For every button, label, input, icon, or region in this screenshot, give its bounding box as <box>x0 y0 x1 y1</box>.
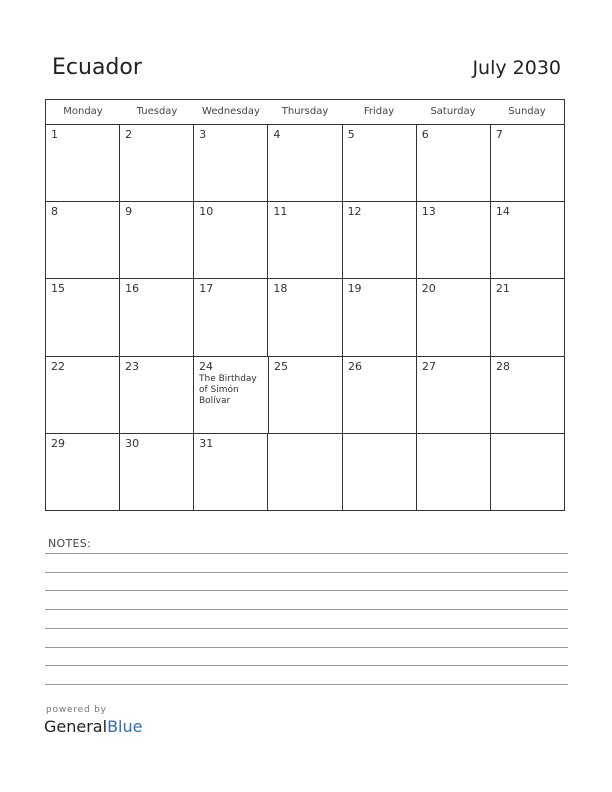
brand-general-text: General <box>44 717 108 736</box>
country-title: Ecuador <box>52 55 142 80</box>
day-cell <box>417 357 491 433</box>
week-row <box>46 279 564 356</box>
day-number: 1 <box>51 128 58 141</box>
day-cell <box>491 434 564 511</box>
day-cell <box>194 202 268 278</box>
brand-blue-text: Blue <box>107 717 143 736</box>
calendar-grid <box>45 99 565 511</box>
day-number: 9 <box>125 205 133 219</box>
day-cell <box>46 357 120 433</box>
day-number: 30 <box>125 436 140 450</box>
day-number: 28 <box>496 359 510 373</box>
day-cell <box>343 279 417 355</box>
day-number: 17 <box>199 282 214 296</box>
day-cell <box>120 125 194 201</box>
day-number: 15 <box>51 282 65 296</box>
day-number: 11 <box>273 205 288 219</box>
weekday-saturday: Saturday <box>430 106 476 117</box>
day-cell <box>491 279 564 355</box>
holiday-event: The Birthday of Simón Bolívar <box>199 373 257 406</box>
generalblue-logo[interactable] <box>44 717 142 736</box>
day-number: 14 <box>495 205 510 219</box>
note-line <box>45 590 568 591</box>
day-number: 4 <box>273 128 281 141</box>
week-row <box>46 357 564 434</box>
day-cell <box>120 202 194 278</box>
weekday-monday: Monday <box>63 106 103 117</box>
day-cell <box>120 434 194 511</box>
day-cell <box>269 357 343 433</box>
day-number: 24 <box>199 359 213 373</box>
note-line <box>45 647 568 648</box>
day-cell <box>46 434 120 511</box>
day-number: 2 <box>125 128 133 141</box>
day-number: 10 <box>199 205 214 219</box>
day-number: 7 <box>495 128 503 141</box>
day-number: 31 <box>199 436 214 450</box>
powered-by-text: powered by <box>46 705 107 715</box>
day-cell <box>268 434 342 511</box>
day-cell <box>194 357 269 433</box>
day-cell <box>46 125 120 201</box>
month-year-title: July 2030 <box>472 57 561 79</box>
day-number: 29 <box>51 436 65 450</box>
day-number: 3 <box>199 128 207 141</box>
day-number: 27 <box>422 359 436 373</box>
weekday-wednesday: Wednesday <box>202 106 260 117</box>
note-line <box>45 553 568 554</box>
day-number: 6 <box>421 128 429 141</box>
day-cell <box>268 125 342 201</box>
day-cell <box>491 125 564 201</box>
weekday-friday: Friday <box>363 106 395 117</box>
weekday-tuesday: Tuesday <box>136 106 178 117</box>
day-cell <box>46 279 120 355</box>
day-number: 12 <box>347 205 362 219</box>
day-cell <box>268 279 342 355</box>
note-line <box>45 684 568 685</box>
note-line <box>45 665 568 666</box>
weekday-header-row <box>46 100 564 125</box>
week-row <box>46 434 564 511</box>
day-number: 26 <box>348 359 362 373</box>
day-number: 21 <box>495 282 510 296</box>
day-cell <box>417 202 491 278</box>
day-number: 18 <box>273 282 288 296</box>
day-cell <box>417 434 491 511</box>
week-row <box>46 202 564 279</box>
day-cell <box>46 202 120 278</box>
day-number: 25 <box>274 359 288 373</box>
weekday-thursday: Thursday <box>281 106 329 117</box>
day-cell <box>491 202 564 278</box>
day-cell <box>417 125 491 201</box>
day-cell <box>491 357 564 433</box>
notes-label: NOTES: <box>48 537 92 550</box>
day-cell <box>194 125 268 201</box>
day-cell <box>343 125 417 201</box>
weeks-container <box>46 125 564 511</box>
day-cell <box>120 357 194 433</box>
day-number: 23 <box>125 359 139 373</box>
day-cell <box>120 279 194 355</box>
day-number: 16 <box>125 282 140 296</box>
note-line <box>45 609 568 610</box>
week-row <box>46 125 564 202</box>
day-number: 8 <box>51 205 58 219</box>
day-cell <box>194 279 268 355</box>
day-number: 20 <box>421 282 436 296</box>
day-cell <box>268 202 342 278</box>
day-cell <box>417 279 491 355</box>
note-line <box>45 572 568 573</box>
note-line <box>45 628 568 629</box>
day-number: 13 <box>421 205 436 219</box>
day-number: 22 <box>51 359 65 373</box>
day-cell <box>194 434 268 511</box>
day-cell <box>343 434 417 511</box>
day-number: 5 <box>347 128 355 141</box>
day-cell <box>343 357 417 433</box>
day-number: 19 <box>347 282 362 296</box>
weekday-sunday: Sunday <box>508 106 546 117</box>
day-cell <box>343 202 417 278</box>
